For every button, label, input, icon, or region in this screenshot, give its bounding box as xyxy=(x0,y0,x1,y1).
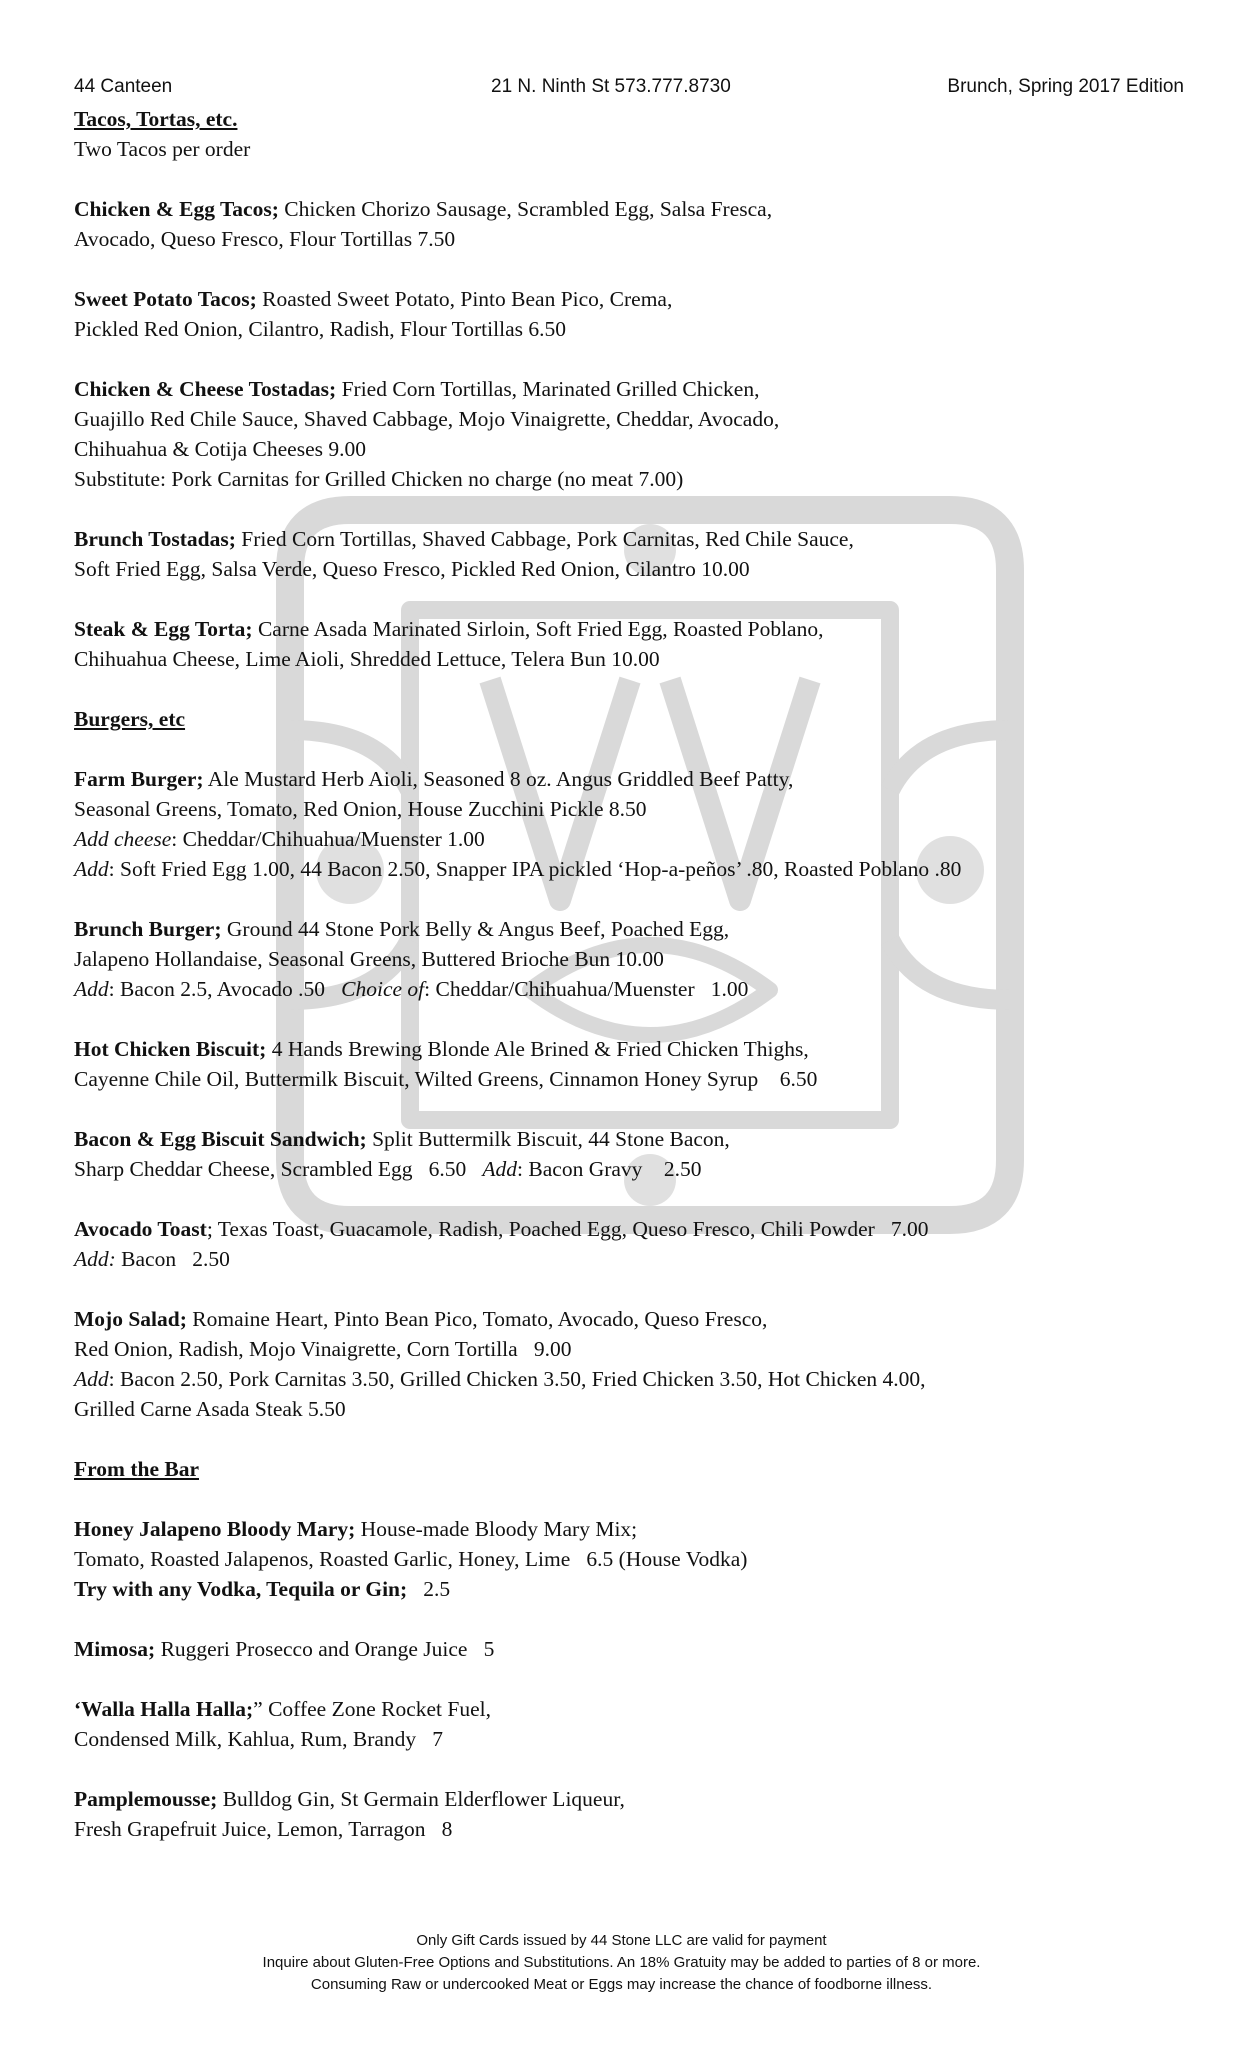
item-desc: Seasonal Greens, Tomato, Red Onion, House Zucchini Pickle 8.50 xyxy=(74,797,647,821)
item-name: Sweet Potato Tacos; xyxy=(74,287,257,311)
restaurant-name: 44 Canteen xyxy=(74,76,173,97)
menu-content xyxy=(74,104,1194,1844)
upgrade-price: 2.5 xyxy=(407,1577,451,1601)
add-text: : Bacon Gravy 2.50 xyxy=(517,1157,702,1181)
item-desc: Carne Asada Marinated Sirloin, Soft Fried Egg, Roasted Poblano, xyxy=(252,617,824,641)
add-label: Add xyxy=(482,1157,518,1181)
menu-item xyxy=(74,194,1194,254)
item-name: ‘Walla Halla Halla; xyxy=(74,1697,254,1721)
section-title-bar: From the Bar xyxy=(74,1457,199,1481)
add-cheese-text: : Cheddar/Chihuahua/Muenster 1.00 xyxy=(171,827,485,851)
item-desc: 4 Hands Brewing Blonde Ale Brined & Fried Chicken Thighs, xyxy=(266,1037,809,1061)
item-name: Brunch Tostadas; xyxy=(74,527,236,551)
footer-gratuity: Inquire about Gluten-Free Options and Substitutions. An 18% Gratuity may be added to parties of 8 or more. xyxy=(262,1954,981,1971)
item-name: Hot Chicken Biscuit; xyxy=(74,1037,267,1061)
item-desc: Condensed Milk, Kahlua, Rum, Brandy 7 xyxy=(74,1727,444,1751)
tacos-note: Two Tacos per order xyxy=(74,137,251,161)
footer-gift-cards: Only Gift Cards issued by 44 Stone LLC are valid for payment xyxy=(416,1932,827,1949)
item-desc: Soft Fried Egg, Salsa Verde, Queso Fresco, Pickled Red Onion, Cilantro 10.00 xyxy=(74,557,750,581)
menu-item xyxy=(74,764,1194,884)
item-desc: Fresh Grapefruit Juice, Lemon, Tarragon 8 xyxy=(74,1817,453,1841)
item-desc: Jalapeno Hollandaise, Seasonal Greens, Buttered Brioche Bun 10.00 xyxy=(74,947,664,971)
address-phone: 21 N. Ninth St 573.777.8730 xyxy=(491,76,731,97)
add-text: : Bacon 2.5, Avocado .50 xyxy=(108,977,342,1001)
menu-item xyxy=(74,1514,1194,1604)
menu-item xyxy=(74,914,1194,1004)
page-footer xyxy=(0,1930,1243,1996)
item-desc: Fried Corn Tortillas, Shaved Cabbage, Pork Carnitas, Red Chile Sauce, xyxy=(235,527,854,551)
item-desc: Fried Corn Tortillas, Marinated Grilled Chicken, xyxy=(336,377,760,401)
item-substitute: Substitute: Pork Carnitas for Grilled Chicken no charge (no meat 7.00) xyxy=(74,467,684,491)
add-label: Add xyxy=(74,857,109,881)
section-title-burgers: Burgers, etc xyxy=(74,707,186,731)
item-desc: Guajillo Red Chile Sauce, Shaved Cabbage, Mojo Vinaigrette, Cheddar, Avocado, xyxy=(74,407,780,431)
menu-item xyxy=(74,1304,1194,1424)
item-desc: Sharp Cheddar Cheese, Scrambled Egg 6.50 xyxy=(74,1157,483,1181)
menu-item xyxy=(74,1124,1194,1184)
item-desc: Chihuahua Cheese, Lime Aioli, Shredded Lettuce, Telera Bun 10.00 xyxy=(74,647,660,671)
item-desc: Chicken Chorizo Sausage, Scrambled Egg, Salsa Fresca, xyxy=(278,197,773,221)
item-desc: ” Coffee Zone Rocket Fuel, xyxy=(253,1697,491,1721)
menu-item xyxy=(74,374,1194,494)
item-name: Pamplemousse; xyxy=(74,1787,218,1811)
item-name: Mojo Salad; xyxy=(74,1307,187,1331)
item-desc: Red Onion, Radish, Mojo Vinaigrette, Corn Tortilla 9.00 xyxy=(74,1337,572,1361)
item-name: Steak & Egg Torta; xyxy=(74,617,253,641)
upgrade-note: Try with any Vodka, Tequila or Gin; xyxy=(74,1577,408,1601)
item-desc: Ale Mustard Herb Aioli, Seasoned 8 oz. Angus Griddled Beef Patty, xyxy=(203,767,794,791)
item-desc: Split Buttermilk Biscuit, 44 Stone Bacon, xyxy=(366,1127,730,1151)
add-label: Add xyxy=(74,977,109,1001)
choice-label: Choice of xyxy=(341,977,425,1001)
item-name: Mimosa; xyxy=(74,1637,156,1661)
item-desc: Cayenne Chile Oil, Buttermilk Biscuit, Wilted Greens, Cinnamon Honey Syrup 6.50 xyxy=(74,1067,818,1091)
choice-text: : Cheddar/Chihuahua/Muenster 1.00 xyxy=(424,977,749,1001)
item-name: Chicken & Egg Tacos; xyxy=(74,197,279,221)
menu-edition: Brunch, Spring 2017 Edition xyxy=(947,76,1184,97)
section-title-tacos: Tacos, Tortas, etc. xyxy=(74,107,238,131)
item-name: Farm Burger; xyxy=(74,767,204,791)
page-header xyxy=(74,76,1184,98)
add-text: Grilled Carne Asada Steak 5.50 xyxy=(74,1397,346,1421)
add-text: : Soft Fried Egg 1.00, 44 Bacon 2.50, Snapper IPA pickled ‘Hop-a-peños’ .80, Roasted Poblano .80 xyxy=(108,857,962,881)
menu-item xyxy=(74,1784,1194,1844)
item-name: Avocado Toast xyxy=(74,1217,207,1241)
item-desc: ; Texas Toast, Guacamole, Radish, Poached Egg, Queso Fresco, Chili Powder 7.00 xyxy=(206,1217,929,1241)
item-desc: Pickled Red Onion, Cilantro, Radish, Flour Tortillas 6.50 xyxy=(74,317,566,341)
item-name: Bacon & Egg Biscuit Sandwich; xyxy=(74,1127,367,1151)
menu-item xyxy=(74,524,1194,584)
item-name: Chicken & Cheese Tostadas; xyxy=(74,377,337,401)
item-name: Honey Jalapeno Bloody Mary; xyxy=(74,1517,356,1541)
menu-item xyxy=(74,1214,1194,1274)
item-desc: Tomato, Roasted Jalapenos, Roasted Garlic, Honey, Lime 6.5 (House Vodka) xyxy=(74,1547,748,1571)
item-desc: Ground 44 Stone Pork Belly & Angus Beef, Poached Egg, xyxy=(221,917,730,941)
add-cheese-label: Add cheese xyxy=(74,827,172,851)
menu-item xyxy=(74,284,1194,344)
footer-health-warning: Consuming Raw or undercooked Meat or Eggs may increase the chance of foodborne illness. xyxy=(310,1976,933,1993)
menu-item xyxy=(74,1034,1194,1094)
item-desc: Chihuahua & Cotija Cheeses 9.00 xyxy=(74,437,367,461)
menu-item xyxy=(74,614,1194,674)
item-desc: Avocado, Queso Fresco, Flour Tortillas 7.50 xyxy=(74,227,456,251)
add-text: : Bacon 2.50, Pork Carnitas 3.50, Grilled Chicken 3.50, Fried Chicken 3.50, Hot Chicken 4.00, xyxy=(108,1367,926,1391)
menu-item xyxy=(74,1634,1194,1664)
item-desc: Romaine Heart, Pinto Bean Pico, Tomato, Avocado, Queso Fresco, xyxy=(186,1307,768,1331)
item-desc: House-made Bloody Mary Mix; xyxy=(355,1517,638,1541)
add-label: Add: xyxy=(74,1247,116,1271)
item-name: Brunch Burger; xyxy=(74,917,222,941)
add-text: Bacon 2.50 xyxy=(115,1247,230,1271)
item-desc: Ruggeri Prosecco and Orange Juice 5 xyxy=(155,1637,495,1661)
item-desc: Bulldog Gin, St Germain Elderflower Liqueur, xyxy=(217,1787,625,1811)
menu-item xyxy=(74,1694,1194,1754)
item-desc: Roasted Sweet Potato, Pinto Bean Pico, Crema, xyxy=(256,287,673,311)
add-label: Add xyxy=(74,1367,109,1391)
